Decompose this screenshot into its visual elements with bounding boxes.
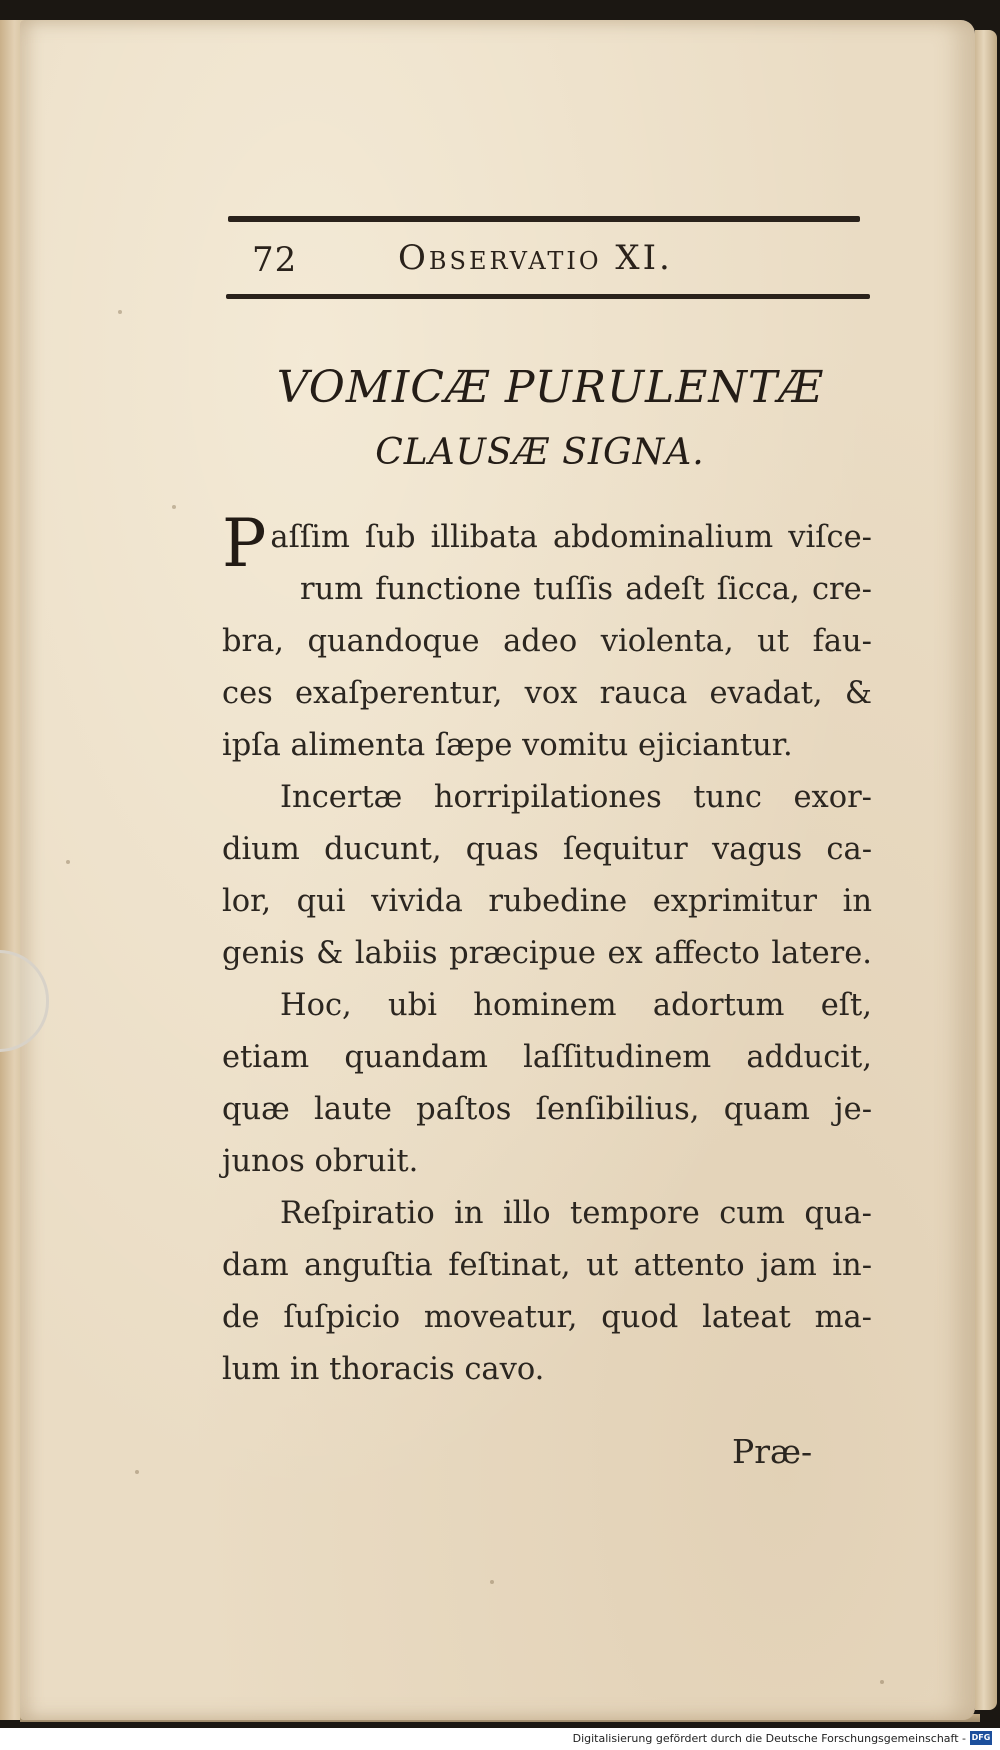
text-line: dium ducunt, quas ſequitur vagus ca-: [222, 832, 872, 867]
paragraph-1: [222, 505, 872, 772]
text-line: bra, quandoque adeo violenta, ut fau-: [222, 624, 872, 659]
text-line: ipſa alimenta ſæpe vomitu ejiciantur.: [222, 728, 793, 763]
book-page-edge: [975, 30, 997, 1710]
text-line: quæ laute paſtos ſenſibilius, quam je-: [222, 1092, 872, 1127]
text-line: genis & labiis præcipue ex affecto latere.: [222, 936, 872, 971]
header-rule-top: [228, 216, 860, 222]
paragraph-3: [222, 980, 872, 1188]
text-line: lum in thoracis cavo.: [222, 1352, 545, 1387]
text-line: rum functione tuſſis adeſt ſicca, cre-: [300, 572, 872, 607]
paper-speck: [172, 505, 176, 509]
text-line: lor, qui vivida rubedine exprimitur in: [222, 884, 872, 919]
paper-speck: [66, 860, 70, 864]
header-rule-bottom: [226, 294, 870, 299]
paper-speck: [135, 1470, 139, 1474]
section-title-line-2: CLAUSÆ SIGNA.: [375, 432, 705, 473]
section-title-line-1: VOMICÆ PURULENTÆ: [276, 362, 824, 413]
paper-speck: [880, 1680, 884, 1684]
text-line: dam anguſtia feſtinat, ut attento jam in-: [222, 1248, 872, 1283]
paragraph-4: [222, 1188, 872, 1396]
digitization-credit: Digitalisierung gefördert durch die Deutsche Forschungsgemeinschaft -: [572, 1732, 966, 1745]
paper-speck: [118, 310, 122, 314]
text-line: ces exaſperentur, vox rauca evadat, &: [222, 676, 872, 711]
text-line: aſſim ſub illibata abdominalium viſce-: [270, 520, 872, 555]
text-line: junos obruit.: [222, 1144, 419, 1179]
drop-cap: P: [222, 505, 267, 582]
running-head-title: Observatio XI.: [398, 238, 673, 278]
paragraph-2: [222, 772, 872, 980]
text-line: de ſuſpicio moveatur, quod lateat ma-: [222, 1300, 872, 1335]
running-head: [230, 236, 750, 286]
text-line: Hoc, ubi hominem adortum eſt,: [280, 988, 872, 1023]
page-number: 72: [252, 240, 298, 280]
paper-speck: [490, 1580, 494, 1584]
text-line: etiam quandam laſſitudinem adducit,: [222, 1040, 872, 1075]
dfg-logo: DFG: [970, 1731, 992, 1745]
text-line: Reſpiratio in illo tempore cum qua-: [280, 1196, 872, 1231]
catchword: Præ-: [732, 1432, 813, 1471]
body-text: [222, 505, 872, 1396]
text-line: Incertæ horripilationes tunc exor-: [280, 780, 872, 815]
